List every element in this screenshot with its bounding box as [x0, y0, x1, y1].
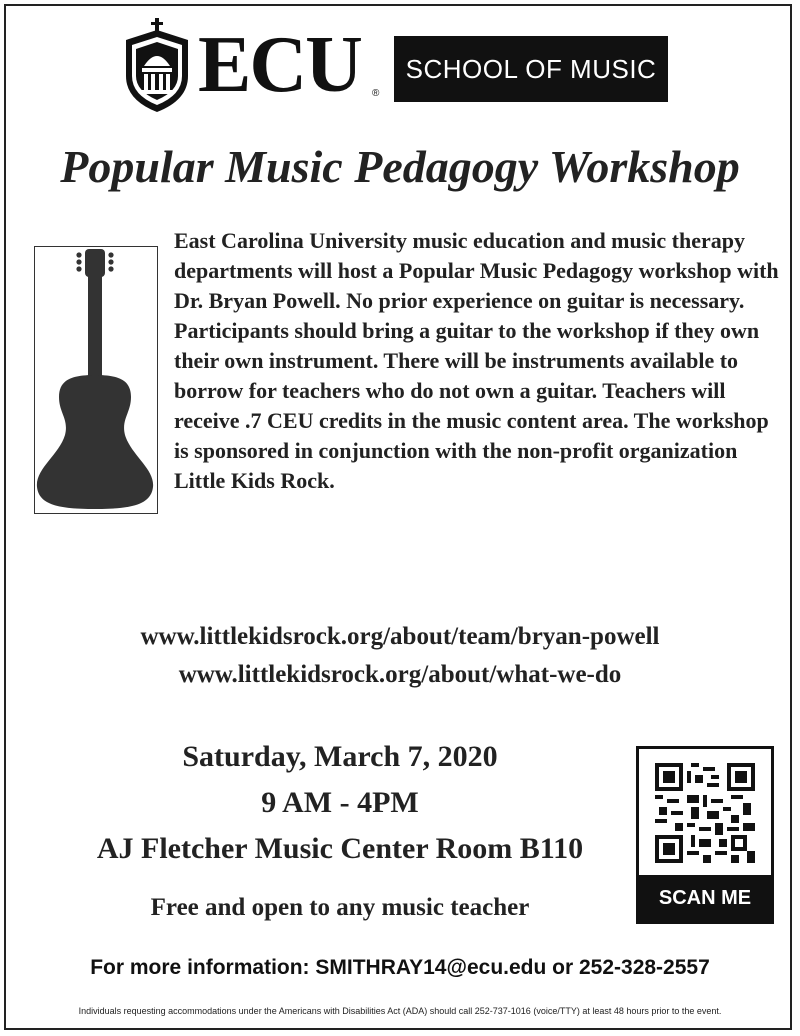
qr-code-icon	[655, 763, 755, 863]
event-time: 9 AM - 4PM	[261, 786, 419, 819]
guitar-text-spacer	[34, 226, 174, 526]
ecu-crest-icon	[122, 16, 192, 114]
registered-mark: ®	[372, 88, 380, 99]
description-text: East Carolina University music education and music therapy departments will host a Popular Music Pedagogy workshop with Dr. Bryan Powell. No prior experience on guitar is necessary. Participants should bring a guitar to the workshop if they own their own instrument. There will be instruments available to borrow for teachers who do not own a guitar. Teachers will receive .7 CEU credits in the music content area. The workshop is sponsored in conjunction with the non-profit organization Little Kids Rock.	[174, 228, 779, 493]
workshop-description	[34, 226, 784, 526]
qr-code-panel[interactable]	[636, 746, 774, 924]
link-bryan-powell[interactable]: www.littlekidsrock.org/about/team/bryan-powell	[140, 623, 660, 650]
event-audience: Free and open to any music teacher	[150, 894, 530, 921]
workshop-title: Popular Music Pedagogy Workshop	[60, 141, 740, 192]
link-what-we-do[interactable]: www.littlekidsrock.org/about/what-we-do	[178, 661, 622, 688]
event-date: Saturday, March 7, 2020	[182, 740, 498, 773]
contact-info: For more information: SMITHRAY14@ecu.edu or 252-328-2557	[90, 956, 710, 979]
links-block	[0, 618, 800, 694]
scan-me-label: SCAN ME	[639, 875, 771, 921]
ecu-logo-text: ECU	[198, 21, 361, 109]
school-of-music-label: SCHOOL OF MUSIC	[394, 36, 668, 102]
event-details	[20, 734, 660, 928]
event-location: AJ Fletcher Music Center Room B110	[96, 832, 584, 865]
ada-notice: Individuals requesting accommodations under the Americans with Disabilities Act (ADA) should call 252-737-1016 (voice/TTY) at least 48 hours prior to the event.	[78, 1006, 722, 1016]
